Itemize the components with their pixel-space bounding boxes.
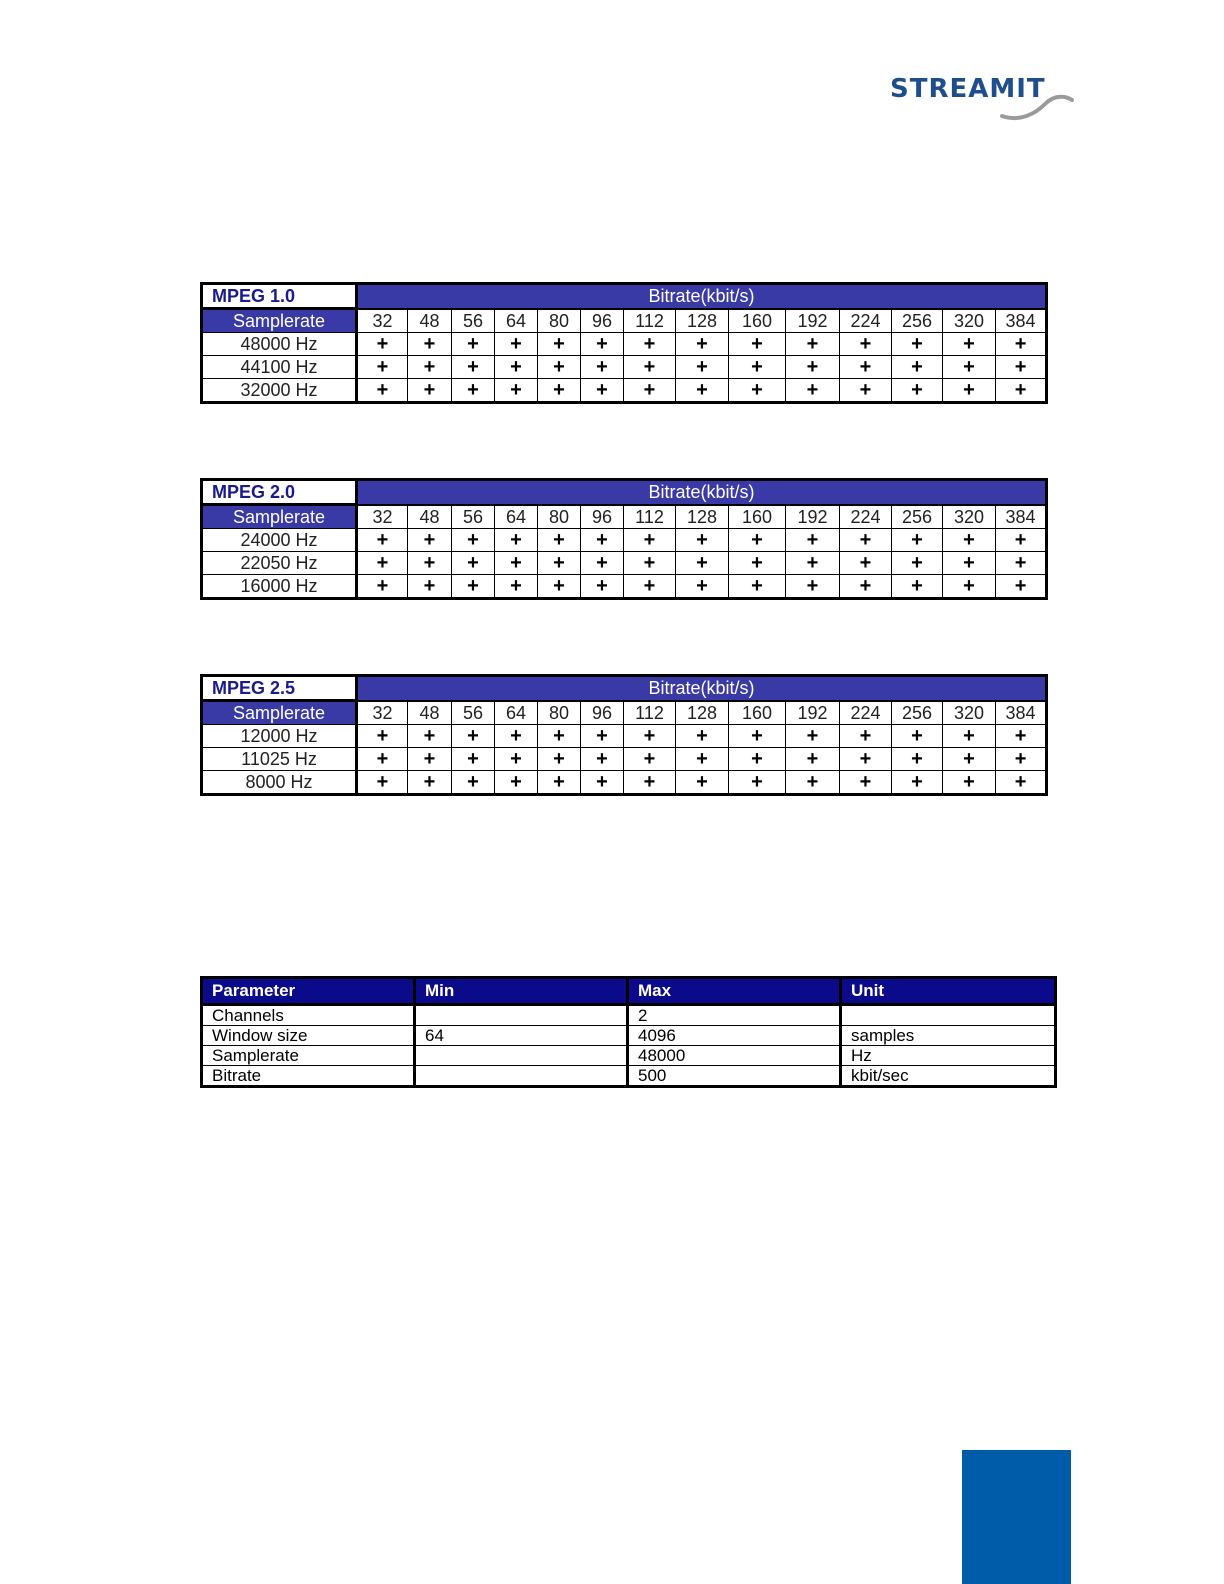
supported-mark: + bbox=[624, 575, 676, 599]
samplerate-row bbox=[202, 771, 1047, 795]
bitrate-value: 320 bbox=[943, 701, 996, 725]
supported-mark: + bbox=[408, 529, 452, 552]
bitrate-value: 320 bbox=[943, 309, 996, 333]
supported-mark: + bbox=[892, 725, 943, 748]
bitrate-value: 384 bbox=[996, 309, 1047, 333]
supported-mark: + bbox=[357, 379, 408, 403]
supported-mark: + bbox=[538, 333, 581, 356]
bitrate-value: 96 bbox=[581, 505, 624, 529]
samplerate-value: 12000 Hz bbox=[202, 725, 357, 748]
supported-mark: + bbox=[408, 552, 452, 575]
samplerate-header: Samplerate bbox=[202, 701, 357, 725]
bitrate-header: Bitrate(kbit/s) bbox=[357, 480, 1047, 505]
bitrate-value: 56 bbox=[452, 309, 495, 333]
bitrate-values-row bbox=[202, 309, 1047, 333]
supported-mark: + bbox=[996, 725, 1047, 748]
samplerate-value: 24000 Hz bbox=[202, 529, 357, 552]
header-parameter: Parameter bbox=[202, 978, 415, 1005]
supported-mark: + bbox=[786, 575, 840, 599]
bitrate-value: 48 bbox=[408, 309, 452, 333]
supported-mark: + bbox=[581, 552, 624, 575]
supported-mark: + bbox=[495, 529, 538, 552]
supported-mark: + bbox=[840, 379, 892, 403]
bitrate-header: Bitrate(kbit/s) bbox=[357, 284, 1047, 309]
samplerate-value: 48000 Hz bbox=[202, 333, 357, 356]
supported-mark: + bbox=[538, 356, 581, 379]
supported-mark: + bbox=[538, 725, 581, 748]
supported-mark: + bbox=[786, 771, 840, 795]
bitrate-value: 96 bbox=[581, 309, 624, 333]
supported-mark: + bbox=[538, 379, 581, 403]
supported-mark: + bbox=[676, 748, 729, 771]
supported-mark: + bbox=[786, 333, 840, 356]
bitrate-value: 64 bbox=[495, 701, 538, 725]
supported-mark: + bbox=[452, 575, 495, 599]
bitrate-values-row bbox=[202, 505, 1047, 529]
supported-mark: + bbox=[357, 333, 408, 356]
supported-mark: + bbox=[452, 356, 495, 379]
supported-mark: + bbox=[996, 333, 1047, 356]
parameter-unit: kbit/sec bbox=[841, 1066, 1056, 1087]
supported-mark: + bbox=[729, 529, 786, 552]
mpeg-version-label: MPEG 1.0 bbox=[202, 284, 357, 309]
supported-mark: + bbox=[495, 748, 538, 771]
header-min: Min bbox=[415, 978, 628, 1005]
supported-mark: + bbox=[943, 356, 996, 379]
header-max: Max bbox=[628, 978, 841, 1005]
supported-mark: + bbox=[729, 333, 786, 356]
supported-mark: + bbox=[943, 575, 996, 599]
supported-mark: + bbox=[996, 552, 1047, 575]
bitrate-value: 32 bbox=[357, 505, 408, 529]
supported-mark: + bbox=[786, 552, 840, 575]
supported-mark: + bbox=[786, 356, 840, 379]
bitrate-value: 192 bbox=[786, 701, 840, 725]
supported-mark: + bbox=[408, 356, 452, 379]
parameter-max: 2 bbox=[628, 1005, 841, 1026]
bitrate-value: 32 bbox=[357, 309, 408, 333]
supported-mark: + bbox=[624, 771, 676, 795]
supported-mark: + bbox=[786, 379, 840, 403]
supported-mark: + bbox=[452, 725, 495, 748]
bitrate-value: 384 bbox=[996, 701, 1047, 725]
supported-mark: + bbox=[495, 725, 538, 748]
supported-mark: + bbox=[729, 575, 786, 599]
supported-mark: + bbox=[357, 725, 408, 748]
supported-mark: + bbox=[786, 529, 840, 552]
supported-mark: + bbox=[581, 575, 624, 599]
parameter-row bbox=[202, 1066, 1056, 1087]
parameter-max: 500 bbox=[628, 1066, 841, 1087]
supported-mark: + bbox=[676, 356, 729, 379]
samplerate-row bbox=[202, 552, 1047, 575]
bitrate-value: 112 bbox=[624, 505, 676, 529]
supported-mark: + bbox=[624, 529, 676, 552]
bitrate-value: 160 bbox=[729, 701, 786, 725]
samplerate-value: 44100 Hz bbox=[202, 356, 357, 379]
supported-mark: + bbox=[624, 356, 676, 379]
supported-mark: + bbox=[676, 725, 729, 748]
bitrate-value: 192 bbox=[786, 505, 840, 529]
parameter-header-row bbox=[202, 978, 1056, 1005]
samplerate-row bbox=[202, 356, 1047, 379]
parameter-min bbox=[415, 1005, 628, 1026]
parameter-unit bbox=[841, 1005, 1056, 1026]
mpeg-1-0-table bbox=[200, 282, 1048, 404]
supported-mark: + bbox=[840, 771, 892, 795]
supported-mark: + bbox=[495, 552, 538, 575]
bitrate-value: 64 bbox=[495, 309, 538, 333]
bitrate-value: 112 bbox=[624, 701, 676, 725]
supported-mark: + bbox=[538, 748, 581, 771]
supported-mark: + bbox=[840, 356, 892, 379]
supported-mark: + bbox=[624, 748, 676, 771]
samplerate-row bbox=[202, 725, 1047, 748]
supported-mark: + bbox=[729, 748, 786, 771]
parameter-max: 4096 bbox=[628, 1026, 841, 1046]
mpeg-2-5-table bbox=[200, 674, 1048, 796]
supported-mark: + bbox=[676, 552, 729, 575]
supported-mark: + bbox=[892, 771, 943, 795]
bitrate-value: 112 bbox=[624, 309, 676, 333]
bitrate-value: 48 bbox=[408, 701, 452, 725]
bitrate-value: 160 bbox=[729, 309, 786, 333]
parameter-row bbox=[202, 1026, 1056, 1046]
supported-mark: + bbox=[357, 552, 408, 575]
bitrate-value: 128 bbox=[676, 309, 729, 333]
supported-mark: + bbox=[495, 333, 538, 356]
parameter-name: Channels bbox=[202, 1005, 415, 1026]
parameter-row bbox=[202, 1005, 1056, 1026]
supported-mark: + bbox=[943, 333, 996, 356]
mpeg-2-0-table bbox=[200, 478, 1048, 600]
logo-text: STREAMIT bbox=[890, 74, 1046, 104]
supported-mark: + bbox=[729, 356, 786, 379]
bitrate-value: 56 bbox=[452, 701, 495, 725]
supported-mark: + bbox=[676, 529, 729, 552]
bitrate-value: 96 bbox=[581, 701, 624, 725]
supported-mark: + bbox=[892, 529, 943, 552]
supported-mark: + bbox=[624, 333, 676, 356]
supported-mark: + bbox=[786, 725, 840, 748]
bitrate-values-row bbox=[202, 701, 1047, 725]
supported-mark: + bbox=[581, 771, 624, 795]
supported-mark: + bbox=[840, 552, 892, 575]
supported-mark: + bbox=[581, 356, 624, 379]
bitrate-value: 48 bbox=[408, 505, 452, 529]
supported-mark: + bbox=[943, 552, 996, 575]
supported-mark: + bbox=[581, 748, 624, 771]
supported-mark: + bbox=[996, 379, 1047, 403]
bitrate-value: 224 bbox=[840, 505, 892, 529]
parameter-unit: Hz bbox=[841, 1046, 1056, 1066]
supported-mark: + bbox=[408, 575, 452, 599]
supported-mark: + bbox=[408, 725, 452, 748]
supported-mark: + bbox=[624, 552, 676, 575]
bitrate-value: 160 bbox=[729, 505, 786, 529]
bitrate-value: 256 bbox=[892, 309, 943, 333]
supported-mark: + bbox=[538, 771, 581, 795]
supported-mark: + bbox=[452, 333, 495, 356]
parameter-table bbox=[200, 976, 1057, 1088]
supported-mark: + bbox=[624, 725, 676, 748]
supported-mark: + bbox=[840, 575, 892, 599]
supported-mark: + bbox=[538, 529, 581, 552]
supported-mark: + bbox=[538, 575, 581, 599]
supported-mark: + bbox=[729, 771, 786, 795]
samplerate-row bbox=[202, 529, 1047, 552]
supported-mark: + bbox=[581, 379, 624, 403]
supported-mark: + bbox=[581, 725, 624, 748]
supported-mark: + bbox=[452, 529, 495, 552]
supported-mark: + bbox=[892, 379, 943, 403]
samplerate-row bbox=[202, 379, 1047, 403]
parameter-name: Samplerate bbox=[202, 1046, 415, 1066]
bitrate-value: 64 bbox=[495, 505, 538, 529]
page-corner-block bbox=[962, 1450, 1071, 1584]
supported-mark: + bbox=[840, 529, 892, 552]
supported-mark: + bbox=[408, 333, 452, 356]
samplerate-header: Samplerate bbox=[202, 505, 357, 529]
supported-mark: + bbox=[892, 356, 943, 379]
bitrate-value: 320 bbox=[943, 505, 996, 529]
bitrate-header: Bitrate(kbit/s) bbox=[357, 676, 1047, 701]
samplerate-header: Samplerate bbox=[202, 309, 357, 333]
samplerate-value: 8000 Hz bbox=[202, 771, 357, 795]
supported-mark: + bbox=[357, 771, 408, 795]
supported-mark: + bbox=[943, 748, 996, 771]
parameter-unit: samples bbox=[841, 1026, 1056, 1046]
supported-mark: + bbox=[943, 529, 996, 552]
samplerate-value: 11025 Hz bbox=[202, 748, 357, 771]
supported-mark: + bbox=[495, 379, 538, 403]
bitrate-value: 80 bbox=[538, 309, 581, 333]
supported-mark: + bbox=[996, 771, 1047, 795]
parameter-min bbox=[415, 1066, 628, 1087]
header-unit: Unit bbox=[841, 978, 1056, 1005]
supported-mark: + bbox=[676, 771, 729, 795]
bitrate-value: 128 bbox=[676, 701, 729, 725]
supported-mark: + bbox=[408, 748, 452, 771]
supported-mark: + bbox=[996, 575, 1047, 599]
supported-mark: + bbox=[892, 333, 943, 356]
supported-mark: + bbox=[495, 771, 538, 795]
supported-mark: + bbox=[357, 575, 408, 599]
supported-mark: + bbox=[581, 529, 624, 552]
parameter-name: Window size bbox=[202, 1026, 415, 1046]
samplerate-row bbox=[202, 575, 1047, 599]
bitrate-value: 256 bbox=[892, 701, 943, 725]
supported-mark: + bbox=[996, 748, 1047, 771]
supported-mark: + bbox=[892, 748, 943, 771]
parameter-min: 64 bbox=[415, 1026, 628, 1046]
parameter-name: Bitrate bbox=[202, 1066, 415, 1087]
supported-mark: + bbox=[452, 379, 495, 403]
supported-mark: + bbox=[624, 379, 676, 403]
bitrate-value: 80 bbox=[538, 701, 581, 725]
version-row bbox=[202, 480, 1047, 505]
samplerate-value: 22050 Hz bbox=[202, 552, 357, 575]
version-row bbox=[202, 284, 1047, 309]
mpeg-version-label: MPEG 2.5 bbox=[202, 676, 357, 701]
bitrate-value: 32 bbox=[357, 701, 408, 725]
supported-mark: + bbox=[729, 379, 786, 403]
supported-mark: + bbox=[943, 379, 996, 403]
supported-mark: + bbox=[581, 333, 624, 356]
supported-mark: + bbox=[495, 575, 538, 599]
bitrate-value: 256 bbox=[892, 505, 943, 529]
supported-mark: + bbox=[786, 748, 840, 771]
bitrate-value: 56 bbox=[452, 505, 495, 529]
supported-mark: + bbox=[676, 379, 729, 403]
supported-mark: + bbox=[943, 771, 996, 795]
bitrate-value: 224 bbox=[840, 701, 892, 725]
supported-mark: + bbox=[538, 552, 581, 575]
streamit-logo bbox=[890, 74, 1075, 126]
supported-mark: + bbox=[892, 552, 943, 575]
bitrate-value: 384 bbox=[996, 505, 1047, 529]
supported-mark: + bbox=[996, 356, 1047, 379]
samplerate-value: 32000 Hz bbox=[202, 379, 357, 403]
supported-mark: + bbox=[357, 748, 408, 771]
supported-mark: + bbox=[729, 552, 786, 575]
samplerate-row bbox=[202, 748, 1047, 771]
supported-mark: + bbox=[729, 725, 786, 748]
supported-mark: + bbox=[452, 771, 495, 795]
bitrate-value: 192 bbox=[786, 309, 840, 333]
version-row bbox=[202, 676, 1047, 701]
supported-mark: + bbox=[452, 552, 495, 575]
parameter-row bbox=[202, 1046, 1056, 1066]
supported-mark: + bbox=[357, 529, 408, 552]
logo-swoosh-icon bbox=[1000, 84, 1075, 124]
supported-mark: + bbox=[943, 725, 996, 748]
samplerate-row bbox=[202, 333, 1047, 356]
parameter-min bbox=[415, 1046, 628, 1066]
bitrate-value: 128 bbox=[676, 505, 729, 529]
supported-mark: + bbox=[840, 333, 892, 356]
supported-mark: + bbox=[357, 356, 408, 379]
supported-mark: + bbox=[495, 356, 538, 379]
supported-mark: + bbox=[840, 725, 892, 748]
supported-mark: + bbox=[996, 529, 1047, 552]
parameter-max: 48000 bbox=[628, 1046, 841, 1066]
bitrate-value: 80 bbox=[538, 505, 581, 529]
supported-mark: + bbox=[676, 333, 729, 356]
supported-mark: + bbox=[408, 379, 452, 403]
samplerate-value: 16000 Hz bbox=[202, 575, 357, 599]
bitrate-value: 224 bbox=[840, 309, 892, 333]
supported-mark: + bbox=[892, 575, 943, 599]
supported-mark: + bbox=[840, 748, 892, 771]
mpeg-version-label: MPEG 2.0 bbox=[202, 480, 357, 505]
supported-mark: + bbox=[676, 575, 729, 599]
supported-mark: + bbox=[408, 771, 452, 795]
supported-mark: + bbox=[452, 748, 495, 771]
